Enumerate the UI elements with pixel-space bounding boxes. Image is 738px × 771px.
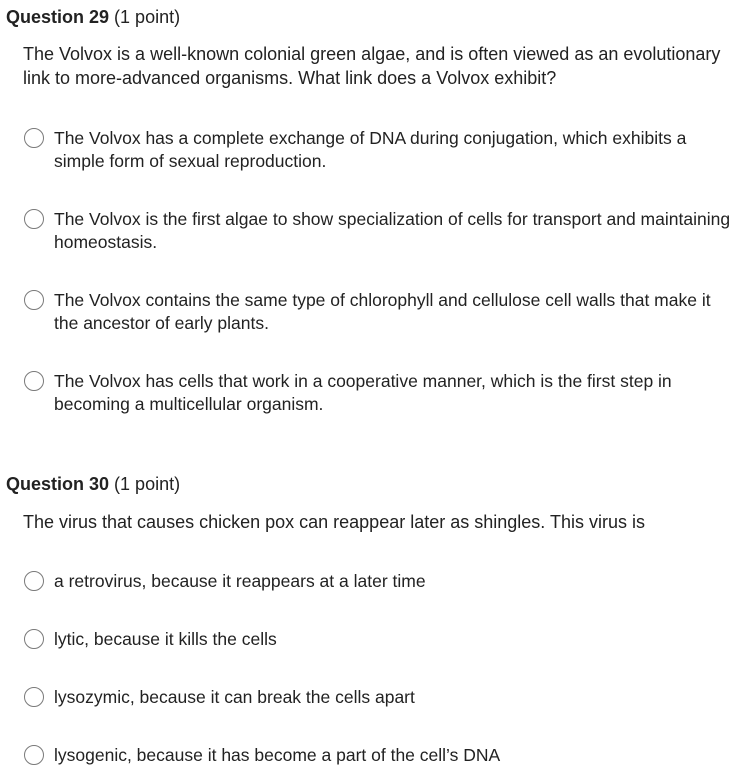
radio-button[interactable] (24, 290, 44, 310)
radio-button[interactable] (24, 371, 44, 391)
question-points: (1 point) (114, 474, 181, 494)
answer-option-label: The Volvox has a complete exchange of DNA during conjugation, which exhibits a simple form of sexual reproduction. (54, 128, 687, 171)
radio-button[interactable] (24, 629, 44, 649)
answer-option-label: lysozymic, because it can break the cells apart (54, 687, 415, 707)
question-header (6, 6, 180, 28)
question-points: (1 point) (114, 7, 181, 27)
answer-option-label: lytic, because it kills the cells (54, 629, 277, 649)
radio-button[interactable] (24, 209, 44, 229)
radio-button[interactable] (24, 128, 44, 148)
question-title: Question 30 (6, 474, 110, 494)
radio-button[interactable] (24, 571, 44, 591)
question-text: The Volvox is a well-known colonial green algae, and is often viewed as an evolutionary link to more-advanced organisms. What link does a Volvox exhibit? (23, 44, 721, 88)
answer-option-label: The Volvox has cells that work in a cooperative manner, which is the first step in becoming a multicellular organism. (54, 371, 672, 414)
answer-option-label: a retrovirus, because it reappears at a later time (54, 571, 426, 591)
answer-option-label: The Volvox is the first algae to show specialization of cells for transport and maintaining homeostasis. (54, 209, 731, 252)
question-header (6, 473, 180, 495)
answer-option-label: lysogenic, because it has become a part of the cell’s DNA (54, 745, 501, 765)
radio-button[interactable] (24, 687, 44, 707)
radio-button[interactable] (24, 745, 44, 765)
answer-option-label: The Volvox contains the same type of chlorophyll and cellulose cell walls that make it the ancestor of early plants. (54, 290, 711, 333)
question-title: Question 29 (6, 7, 110, 27)
question-text: The virus that causes chicken pox can reappear later as shingles. This virus is (23, 512, 645, 532)
